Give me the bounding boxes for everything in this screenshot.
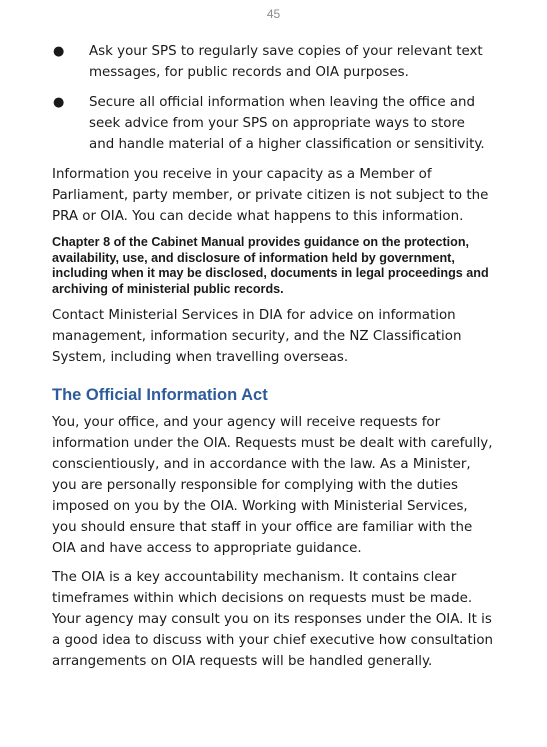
cabinet-manual-note: Chapter 8 of the Cabinet Manual provides guidance on the protection, availability, use, and disclosure of information held by government, including when it may be disclosed, documents in legal proceedings and archiving of ministerial public records. [52,235,489,296]
section-heading: The Official Information Act [52,386,268,405]
list-item [52,41,494,83]
contact-ministerial-services-paragraph: Contact Ministerial Services in DIA for advice on information management, information security, and the NZ Classification System, including when travelling overseas. [52,308,462,366]
bullet-list [52,41,494,155]
list-item [52,92,494,155]
bullet-icon: ● [53,44,65,59]
page-body [52,41,494,680]
bullet-text: Secure all official information when leaving the office and seek advice from your SPS on appropriate ways to store and handle material of a higher classification or sensitivity. [89,95,485,152]
bullet-text: Ask your SPS to regularly save copies of your relevant text messages, for public records and OIA purposes. [89,44,483,80]
oia-accountability-paragraph: The OIA is a key accountability mechanism. It contains clear timeframes within which decisions on requests must be made. Your agency may consult you on its responses under the OIA. It is a good idea to discuss with your chief executive how consultation arrangements on OIA requests will be handled generally. [52,570,494,670]
page-number: 45 [266,7,281,21]
private-information-paragraph: Information you receive in your capacity as a Member of Parliament, party member, or private citizen is not subject to the PRA or OIA. You can decide what happens to this information. [52,167,489,224]
oia-requests-paragraph: You, your office, and your agency will receive requests for information under the OIA. Requests must be dealt with carefully, conscientiously, and in accordance with the law. As a Minister, you are personally responsible for complying with the duties imposed on you by the OIA. Working with Ministerial Services, you should ensure that staff in your office are familiar with the OIA and have access to appropriate guidance. [52,415,493,557]
bullet-icon: ● [53,95,65,110]
